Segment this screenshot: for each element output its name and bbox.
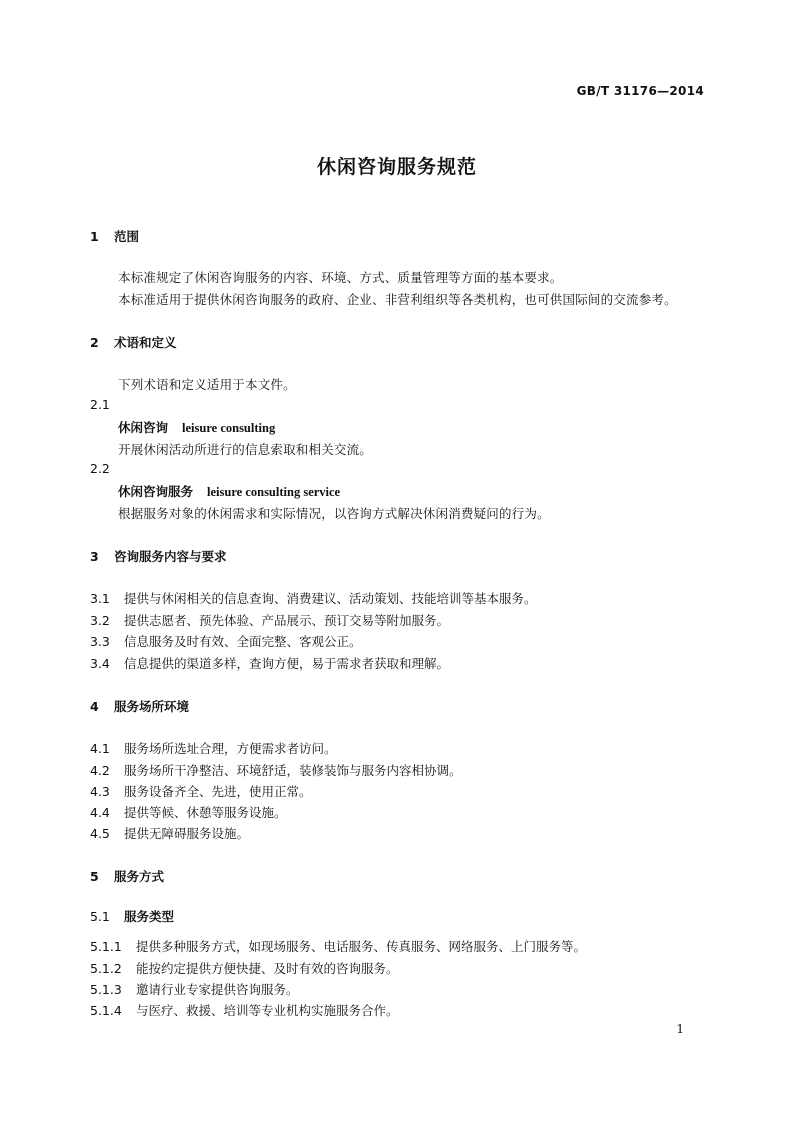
clause bbox=[90, 803, 287, 821]
clause-number: 3.1 bbox=[90, 591, 110, 606]
clause-text: 提供无障碍服务设施。 bbox=[124, 826, 250, 841]
clause-text: 能按约定提供方便快捷、及时有效的咨询服务。 bbox=[136, 961, 399, 976]
clause-number: 4.5 bbox=[90, 826, 110, 841]
section-number: 2 bbox=[90, 335, 99, 350]
clause-text: 服务设备齐全、先进，使用正常。 bbox=[124, 784, 312, 799]
section-2-heading bbox=[90, 333, 177, 351]
clause bbox=[90, 589, 537, 607]
term-definition: 开展休闲活动所进行的信息索取和相关交流。 bbox=[118, 442, 373, 457]
section-title: 咨询服务内容与要求 bbox=[114, 549, 227, 564]
standard-number: GB/T 31176—2014 bbox=[576, 84, 704, 98]
clause bbox=[90, 611, 449, 629]
section-title: 服务方式 bbox=[114, 869, 165, 884]
subsection-heading bbox=[90, 907, 174, 925]
section-title: 服务场所环境 bbox=[114, 699, 190, 714]
clause-number: 4.4 bbox=[90, 805, 110, 820]
section-title: 范围 bbox=[114, 229, 140, 244]
clause-text: 提供志愿者、预先体验、产品展示、预订交易等附加服务。 bbox=[124, 613, 450, 628]
clause-text: 信息提供的渠道多样，查询方便，易于需求者获取和理解。 bbox=[124, 656, 450, 671]
clause-number: 4.3 bbox=[90, 784, 110, 799]
subsection-number: 5.1 bbox=[90, 909, 110, 924]
section-4-heading bbox=[90, 697, 189, 715]
section-1-heading bbox=[90, 227, 139, 245]
document-title: 休闲咨询服务规范 bbox=[316, 156, 477, 178]
clause bbox=[90, 632, 362, 650]
clause bbox=[90, 1001, 399, 1019]
clause-number: 3.2 bbox=[90, 613, 110, 628]
clause-number: 3.4 bbox=[90, 656, 110, 671]
clause bbox=[90, 782, 312, 800]
section-5-heading bbox=[90, 867, 164, 885]
clause-number: 5.1.4 bbox=[90, 1003, 122, 1018]
clause-number: 4.2 bbox=[90, 763, 110, 778]
clause bbox=[90, 654, 449, 672]
clause-number: 3.3 bbox=[90, 634, 110, 649]
clause-number: 5.1.3 bbox=[90, 982, 122, 997]
clause bbox=[90, 959, 399, 977]
paragraph: 本标准适用于提供休闲咨询服务的政府、企业、非营利组织等各类机构，也可供国际间的交流参考。 bbox=[118, 292, 677, 307]
paragraph: 下列术语和定义适用于本文件。 bbox=[118, 377, 296, 392]
term-definition: 根据服务对象的休闲需求和实际情况，以咨询方式解决休闲消费疑问的行为。 bbox=[118, 506, 550, 521]
term-en: leisure consulting service bbox=[207, 485, 341, 499]
clause-number: 5.1.1 bbox=[90, 939, 122, 954]
clause-text: 服务场所选址合理，方便需求者访问。 bbox=[124, 741, 337, 756]
clause-text: 提供与休闲相关的信息查询、消费建议、活动策划、技能培训等基本服务。 bbox=[124, 591, 537, 606]
page-number: 1 bbox=[676, 1022, 684, 1036]
clause bbox=[90, 761, 462, 779]
term-number: 2.1 bbox=[90, 397, 110, 412]
section-number: 1 bbox=[90, 229, 99, 244]
section-3-heading bbox=[90, 547, 227, 565]
term-zh: 休闲咨询服务 bbox=[118, 484, 194, 499]
term-number: 2.2 bbox=[90, 461, 110, 476]
clause-text: 与医疗、救援、培训等专业机构实施服务合作。 bbox=[136, 1003, 399, 1018]
section-number: 4 bbox=[90, 699, 99, 714]
clause-text: 信息服务及时有效、全面完整、客观公正。 bbox=[124, 634, 362, 649]
term-en: leisure consulting bbox=[182, 421, 276, 435]
clause bbox=[90, 824, 249, 842]
clause bbox=[90, 937, 586, 955]
clause bbox=[90, 980, 299, 998]
clause-text: 邀请行业专家提供咨询服务。 bbox=[136, 982, 299, 997]
term-zh: 休闲咨询 bbox=[118, 420, 169, 435]
section-number: 5 bbox=[90, 869, 99, 884]
clause bbox=[90, 739, 337, 757]
paragraph: 本标准规定了休闲咨询服务的内容、环境、方式、质量管理等方面的基本要求。 bbox=[118, 270, 563, 285]
clause-text: 提供多种服务方式，如现场服务、电话服务、传真服务、网络服务、上门服务等。 bbox=[136, 939, 587, 954]
subsection-title: 服务类型 bbox=[124, 909, 175, 924]
clause-text: 提供等候、休憩等服务设施。 bbox=[124, 805, 287, 820]
clause-number: 4.1 bbox=[90, 741, 110, 756]
term-entry bbox=[118, 418, 275, 436]
section-number: 3 bbox=[90, 549, 99, 564]
term-entry bbox=[118, 482, 340, 500]
clause-text: 服务场所干净整洁、环境舒适，装修装饰与服务内容相协调。 bbox=[124, 763, 462, 778]
section-title: 术语和定义 bbox=[114, 335, 177, 350]
clause-number: 5.1.2 bbox=[90, 961, 122, 976]
